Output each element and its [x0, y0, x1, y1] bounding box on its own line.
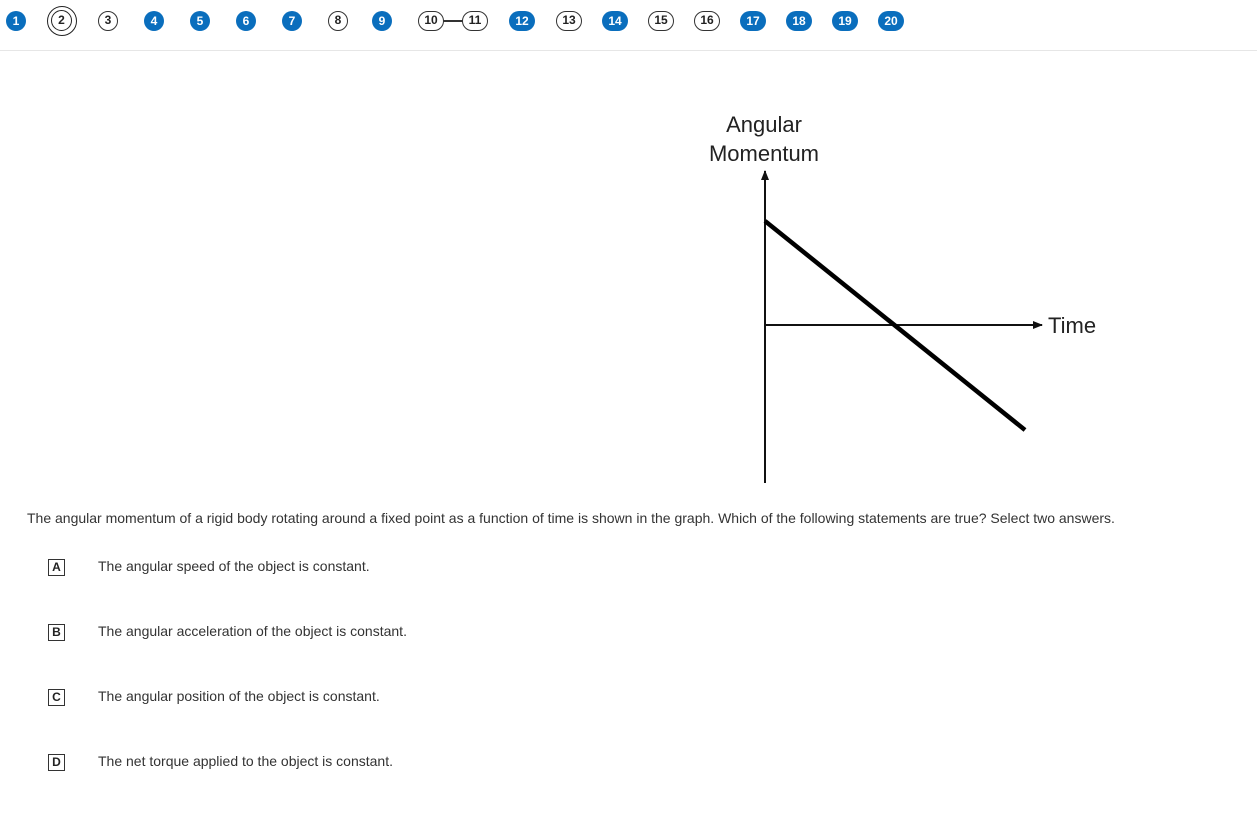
question-group-connector [443, 20, 464, 22]
question-nav-1[interactable]: 1 [6, 11, 26, 31]
angular-momentum-graph [690, 105, 1130, 490]
question-nav-20[interactable]: 20 [878, 11, 904, 31]
question-nav-9[interactable]: 9 [372, 11, 392, 31]
question-stem: The angular momentum of a rigid body rotating around a fixed point as a function of time is shown in the graph. Which of the following statements are true? Select two answers. [27, 510, 1115, 526]
choice-d[interactable] [48, 754, 648, 774]
question-nav-13[interactable]: 13 [556, 11, 582, 31]
question-nav-7[interactable]: 7 [282, 11, 302, 31]
question-nav-14[interactable]: 14 [602, 11, 628, 31]
question-nav-18[interactable]: 18 [786, 11, 812, 31]
question-nav-11[interactable]: 11 [462, 11, 488, 31]
choice-b[interactable] [48, 624, 648, 644]
question-nav-3[interactable]: 3 [98, 11, 118, 31]
question-nav-4[interactable]: 4 [144, 11, 164, 31]
choice-d-letter-box[interactable]: D [48, 754, 65, 771]
question-nav-15[interactable]: 15 [648, 11, 674, 31]
question-nav-12[interactable]: 12 [509, 11, 535, 31]
question-navigation-bar [0, 0, 1257, 51]
choice-d-text[interactable]: The net torque applied to the object is constant. [98, 753, 393, 769]
choice-b-text[interactable]: The angular acceleration of the object is constant. [98, 623, 407, 639]
choice-a[interactable] [48, 559, 648, 579]
y-axis-label-line1: Angular [726, 112, 802, 137]
choice-c-text[interactable]: The angular position of the object is constant. [98, 688, 380, 704]
choice-b-letter-box[interactable]: B [48, 624, 65, 641]
x-axis-label: Time [1048, 313, 1097, 338]
question-nav-16[interactable]: 16 [694, 11, 720, 31]
question-nav-17[interactable]: 17 [740, 11, 766, 31]
question-nav-5[interactable]: 5 [190, 11, 210, 31]
question-nav-10[interactable]: 10 [418, 11, 444, 31]
question-nav-19[interactable]: 19 [832, 11, 858, 31]
choice-a-letter-box[interactable]: A [48, 559, 65, 576]
question-nav-2-label: 2 [51, 10, 72, 31]
choice-c-letter-box[interactable]: C [48, 689, 65, 706]
question-nav-8[interactable]: 8 [328, 11, 348, 31]
question-nav-2-current[interactable] [47, 6, 77, 36]
choice-c[interactable] [48, 689, 648, 709]
y-axis-label-line2: Momentum [708, 141, 820, 166]
question-nav-6[interactable]: 6 [236, 11, 256, 31]
choice-a-text[interactable]: The angular speed of the object is constant. [98, 558, 370, 574]
